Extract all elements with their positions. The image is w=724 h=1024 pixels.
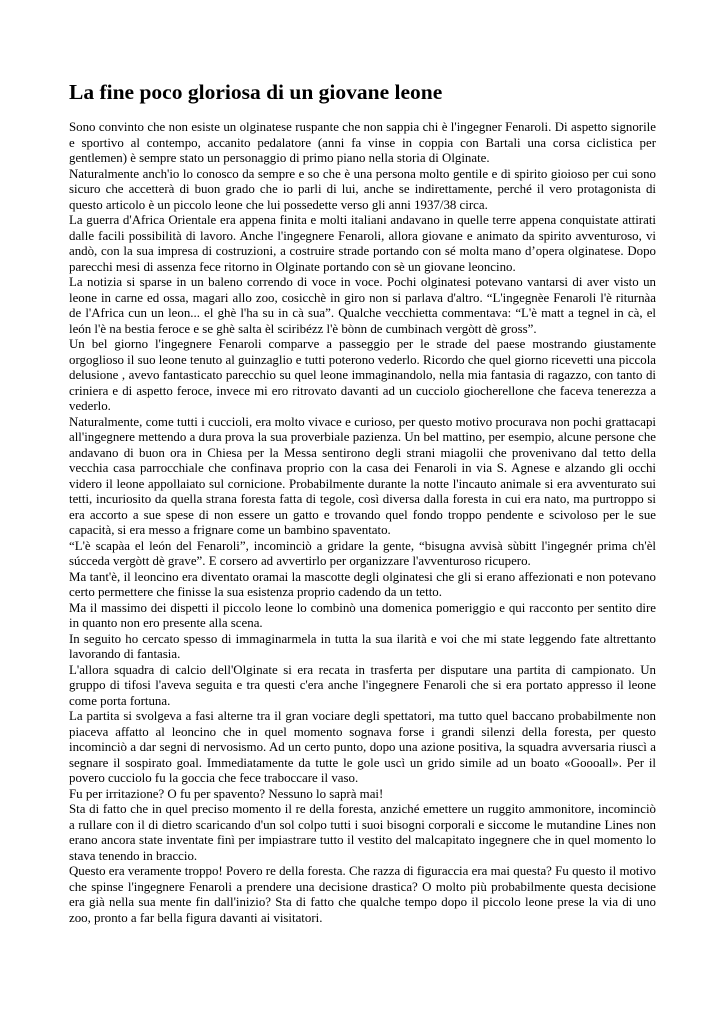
paragraph: Naturalmente, come tutti i cuccioli, era molto vivace e curioso, per questo motivo procurava non pochi grattacapi all'ingegnere mettendo a dura prova la sua proverbiale pazienza. Un bel mattino, per esempio, alcune persone che andavano di buon ora in Chiesa per la Messa sentirono degli strani miagolii che provenivano dal tetto della vecchia casa parrocchiale che confinava proprio con la casa dei Fenaroli in via S. Agnese e alzando gli occhi videro il leone appollaiato sul cornicione. Probabilmente durante la notte l'incauto animale si era avventurato sui tetti, incuriosito da quella strana foresta fatta di tegole, così diversa dalla foresta in cui era nato, ma purtroppo si era accorto a sue spese di non essere un gatto e trovando quel fondo troppo pendente e scivoloso per le sue capacità, si era messo a frignare come un bambino spaventato. [69,414,656,537]
paragraph: Un bel giorno l'ingegnere Fenaroli comparve a passeggio per le strade del paese mostrando giustamente orgoglioso il suo leone tenuto al guinzaglio e tutti poterono vederlo. Ricordo che quel giorno ricevetti una piccola delusione , avevo fantasticato parecchio su quel leone immaginandolo, nella mia fantasia di ragazzo, con tanto di criniera e di aspetto feroce, invece mi ero ritrovato davanti ad un cucciolo giocherellone che faceva tenerezza a vederlo. [69,337,656,413]
document-page [69,78,656,926]
page-title: La fine poco gloriosa di un giovane leone [69,80,443,104]
paragraph: Ma tant'è, il leoncino era diventato oramai la mascotte degli olginatesi che gli si erano affezionati e non potevano certo permettere che finisse la sua esistenza proprio cadendo da un tetto. [69,569,656,599]
paragraph: In seguito ho cercato spesso di immaginarmela in tutta la sua ilarità e voi che mi state leggendo fate altrettanto lavorando di fantasia. [69,631,656,661]
paragraph: La partita si svolgeva a fasi alterne tra il gran vociare degli spettatori, ma tutto quel baccano probabilmente non piaceva affatto al leoncino che in quel momento sognava forse i grandi silenzi della foresta, per questo incominciò a dar segni di nervosismo. Ad un certo punto, dopo una azione positiva, la squadra avversaria riuscì a segnare il sospirato goal. Immediatamente da tutte le gole uscì un grido simile ad un boato «Goooall». Per il povero cucciolo fu la goccia che fece traboccare il vaso. [69,709,656,785]
paragraph: Fu per irritazione? O fu per spavento? Nessuno lo saprà mai! [69,786,384,801]
paragraph: Questo era veramente troppo! Povero re della foresta. Che razza di figuraccia era mai questa? Fu questo il motivo che spinse l'ingegnere Fenaroli a prendere una decisione drastica? O molto più probabilmente questa decisione era già nella sua mente fin dall'inizio? Sta di fatto che qualche tempo dopo il piccolo leone prese la via di uno zoo, pronto a far bella figura davanti ai visitatori. [69,864,656,925]
paragraph: La guerra d'Africa Orientale era appena finita e molti italiani andavano in quelle terre appena conquistate attirati dalle facili possibilità di lavoro. Anche l'ingegnere Fenaroli, allora giovane e animato da spirito avventuroso, vi andò, con la sua impresa di costruzioni, a costruire strade portando con sé molta mano d’opera olginatese. Dopo parecchi mesi di assenza fece ritorno in Olginate portando con sè un giovane leoncino. [69,213,656,274]
paragraph: L'allora squadra di calcio dell'Olginate si era recata in trasferta per disputare una partita di campionato. Un gruppo di tifosi l'aveva seguita e tra questi c'era anche l'ingegnere Fenaroli che si era portato appresso il leone come porta fortuna. [69,662,656,708]
paragraph: “L'è scapàa el león del Fenaroli”, incominciò a gridare la gente, “bisugna avvisà sùbitt l'ingegnér prima ch'èl súcceda vergòtt dè grave”. E corsero ad avvertirlo per organizzare l'avventuroso ricupero. [69,538,656,568]
paragraph: Naturalmente anch'io lo conosco da sempre e so che è una persona molto gentile e di spirito gioioso per cui sono sicuro che accetterà di buon grado che io parli di lui, anche se indirettamente, perché il vero protagonista di questo articolo è un piccolo leone che lui possedette verso gli anni 1937/38 circa. [69,166,656,212]
article-body [69,120,656,926]
paragraph: Ma il massimo dei dispetti il piccolo leone lo combinò una domenica pomeriggio e qui racconto per sentito dire in quanto non ero presente alla scena. [69,600,656,630]
paragraph: Sta di fatto che in quel preciso momento il re della foresta, anziché emettere un ruggito ammonitore, incominciò a rullare con il di dietro scaricando d'un sol colpo tutti i suoi bisogni corporali e siccome le mutandine Lines non erano ancora state inventate finì per impiastrare tutto il vestito del malcapitato ingegnere che in quel momento lo stava tenendo in braccio. [69,802,656,863]
paragraph: Sono convinto che non esiste un olginatese ruspante che non sappia chi è l'ingegner Fenaroli. Di aspetto signorile e sportivo al contempo, accanito pedalatore (anni fa vinse in coppia con Bartali una corsa ciclistica per gentlemen) è sempre stato un personaggio di primo piano nella storia di Olginate. [69,120,656,165]
paragraph: La notizia si sparse in un baleno correndo di voce in voce. Pochi olginatesi potevano vantarsi di aver visto un leone in carne ed ossa, magari allo zoo, cosicchè in giro non si parlava d'altro. “L'ingegnèe Fenaroli l'è riturnàa de l'Africa cun un leon... el ghè l'ha su in cà sua”. Qualche vecchietta commentava: “L'è matt a tegnel in cà, el león l'è na bestia feroce e se ghè salta èl sciribézz l'è bònn de cumbinach vergòtt dè gross”. [69,275,656,336]
